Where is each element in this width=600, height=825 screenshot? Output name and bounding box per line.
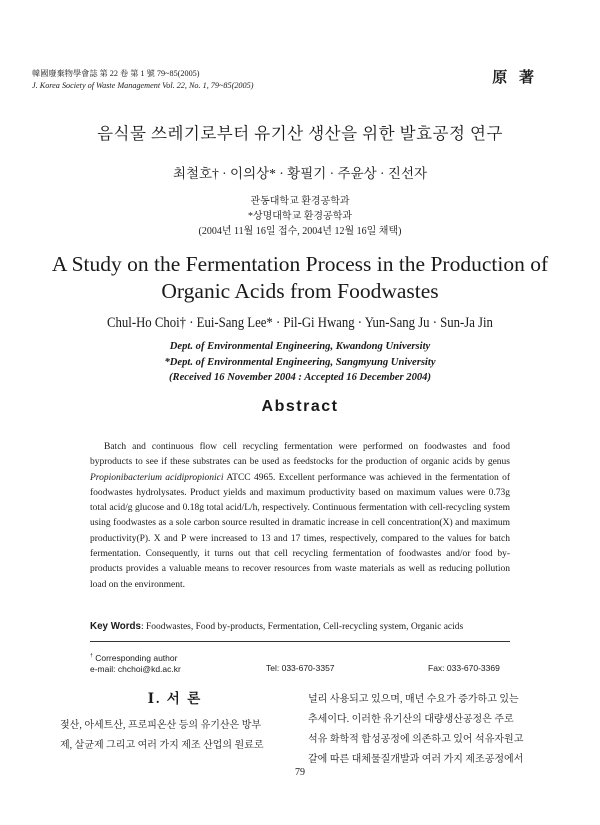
- corresponding-author-label: Corresponding author: [95, 652, 178, 663]
- dagger-mark: †: [90, 653, 93, 659]
- article-type-badge: 原 著: [492, 70, 538, 86]
- body-line: 젖산, 아세트산, 프로피온산 등의 유기산은 방부: [60, 720, 262, 731]
- keywords: [90, 621, 520, 632]
- footnote: [90, 651, 181, 675]
- title-english-line2: Organic Acids from Foodwastes: [161, 279, 439, 303]
- body-line: 널리 사용되고 있으며, 매년 수요가 증가하고 있는: [308, 694, 519, 705]
- affiliation-english-line1: Dept. of Environmental Engineering, Kwandong University: [169, 341, 431, 352]
- body-line: 제, 살균제 그리고 여러 가지 제조 산업의 원료로: [60, 740, 264, 751]
- title-english-line1: A Study on the Fermentation Process in the Production of: [51, 252, 549, 276]
- title-english: [0, 251, 600, 305]
- abstract-heading: Abstract: [261, 398, 339, 415]
- footnote-divider: [90, 641, 510, 642]
- abstract-body: [90, 440, 510, 593]
- received-dates-english: (Received 16 November 2004 : Accepted 16 December 2004): [169, 372, 431, 383]
- affiliation-korean: [0, 194, 600, 239]
- affiliation-english: [0, 339, 600, 386]
- title-korean: 음식물 쓰레기로부터 유기산 생산을 위한 발효공정 연구: [97, 124, 503, 143]
- abstract-species-name: Propionibacterium acidipropionici: [90, 472, 224, 483]
- affiliation-korean-line1: 관동대학교 환경공학과: [250, 196, 350, 207]
- body-line: 갈에 따른 대체물질개발과 여러 가지 제조공정에서: [308, 754, 524, 765]
- keywords-label: Key Words: [90, 621, 141, 632]
- abstract-text-part2: ATCC 4965. Excellent performance was achieved in the fermentation of foodwastes hydrolysates. Product yields and maximum productivity based on maximum values were 0.73g total acid/g glucose and 0.18g total acid/L/h, respectively. Continuous fermentation with cell-recycling system using foodwastes as a sole carbon source resulted in dramatic increase in cell concentration(X) and maximum productivity(P). X and P were increased to 13 and 17 times, respectively, compared to the values for batch fermentation. Consequently, it turns out that cell recycling fermentation of foodwastes and/or food by-products provides a valuable means to recover resources from waste materials as well as reducing pollution load on the environment.: [90, 472, 511, 590]
- page-number: 79: [295, 767, 305, 778]
- body-column-left: [60, 716, 290, 756]
- authors-korean: 최철호† · 이의상* · 황필기 · 주윤상 · 진선자: [172, 166, 428, 181]
- body-line: 추세이다. 이러한 유기산의 대량생산공정은 주로: [308, 714, 514, 725]
- affiliation-korean-line2: *상명대학교 환경공학과: [247, 211, 353, 222]
- received-dates-korean: (2004년 11월 16일 접수, 2004년 12월 16일 채택): [198, 226, 402, 237]
- journal-name-english: J. Korea Society of Waste Management Vol. 22, No. 1, 79~85(2005): [32, 81, 254, 90]
- body-column-right: [308, 690, 540, 770]
- journal-header: [32, 68, 253, 92]
- section-heading-introduction: Ⅰ. 서 론: [147, 691, 203, 706]
- abstract-text-part1: Batch and continuous flow cell recycling fermentation were performed on foodwastes and food byproducts to see if these substrates can be used as feedstocks for the production of organic acids by genus: [90, 442, 510, 468]
- author-fax: Fax: 033-670-3369: [428, 663, 500, 673]
- affiliation-english-line2: *Dept. of Environmental Engineering, Sangmyung University: [164, 356, 436, 368]
- journal-name-korean: 韓國廢棄物學會誌 第 22 卷 第 1 號 79~85(2005): [32, 69, 200, 78]
- author-telephone: Tel: 033-670-3357: [266, 663, 335, 673]
- author-email: e-mail: chchoi@kd.ac.kr: [90, 663, 181, 674]
- authors-english: Chul-Ho Choi† · Eui-Sang Lee* · Pil-Gi Hwang · Yun-Sang Ju · Sun-Ja Jin: [107, 315, 493, 331]
- body-line: 석유 화학적 합성공정에 의존하고 있어 석유자원고: [308, 734, 524, 745]
- keywords-text: : Foodwastes, Food by-products, Fermentation, Cell-recycling system, Organic acids: [141, 622, 464, 632]
